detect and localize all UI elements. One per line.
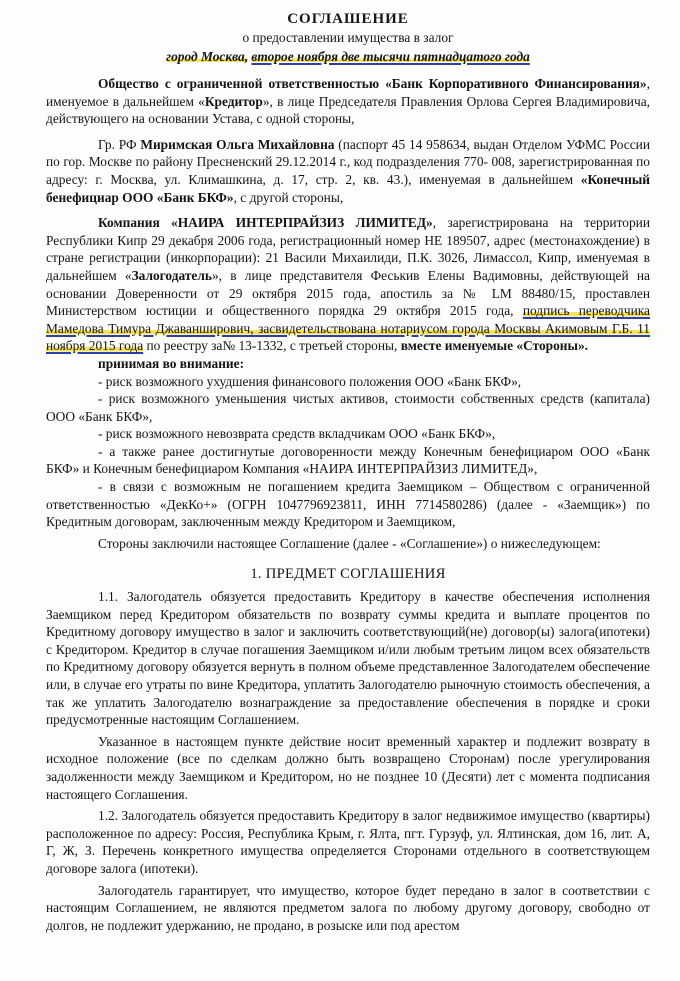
party-pledger	[46, 214, 650, 355]
party3-lead: Компания «НАИРА ИНТЕРПРАЙЗИЗ ЛИМИТЕД»	[98, 215, 433, 231]
city: город Москва,	[166, 49, 249, 64]
clause-1-2: 1.2. Залогодатель обязуется предоставить Кредитору в залог недвижимое имущество (квартиры) расположенное по адресу: Россия, Республика Крым, г. Ялта, пгт. Гурзуф, ул. Ялтинская, дом 16, лит. А, Г, Ж, З. Перечень конкретного имущества определяется Сторонами отдельного в соответствующем договоре залога (ипотеки).	[46, 808, 650, 876]
translator-signature-highlight: подпись переводчика Мамедова Тимура Джаванширович, засвидетельствована нотариусом города Москвы Акимовым Г.Б. 11 ноября 2015 года	[46, 303, 650, 354]
party1-mid: , именуемое в дальнейшем «	[46, 76, 650, 109]
party3-tail: вместе именуемые «Стороны».	[400, 338, 589, 354]
place-and-date	[46, 47, 650, 67]
party3-role: Залогодатель	[131, 267, 212, 283]
party2-name: Миримская Ольга Михайловна	[140, 136, 335, 152]
party2-tail: , с другой стороны,	[233, 189, 344, 205]
party2-lead: Гр. РФ	[98, 136, 141, 152]
attention-item: - в связи с возможным не погашением кредита Заемщиком – Обществом с ограниченной ответственностью «ДекКо+» (ОГРН 1047796923811, ИНН 7714580286) (далее - «Заемщик») по Кредитным договорам, заключенным между Кредитором и Заемщиком,	[46, 479, 650, 530]
attention-item: - а также ранее достигнутые договоренности между Конечным бенефициаром ООО «Банк БКФ» и Конечным бенефициаром Компания «НАИРА ИНТЕРПРАЙЗИЗ ЛИМИТЕД»,	[46, 443, 650, 477]
clause-1-1: 1.1. Залогодатель обязуется предоставить Кредитору в качестве обеспечения исполнения Заемщиком перед Кредитором обязательств по возврату суммы кредита и выплате процентов по Кредитному договору имущество в залог и заключить соответствующий(не) договор(ы) залога(ипотеки) с Кредитором. Кредитор в случае погашения Заемщиком и/или любым третьим лицом всех обязательств по Кредитному договору обязуется вернуть в полном объеме представленное Залогодателем обеспечение или, в случае его утраты по вине Кредитора, уплатить Залогодателю рыночную стоимость обеспечения, а так же уплатить Залогодателю вознаграждение за предоставление обеспечения в порядке и сроки предусмотренные настоящим Соглашением.	[46, 589, 650, 728]
attention-heading	[46, 355, 650, 373]
party1-role: Кредитор	[204, 93, 263, 109]
attention-heading-text: принимая во внимание:	[98, 355, 245, 371]
party2-role: «Конечный бенефициар ООО «Банк БКФ»	[46, 171, 650, 205]
attention-item: - риск возможного невозврата средств вкладчикам ООО «Банк БКФ»,	[98, 426, 496, 442]
attention-item: - риск возможного ухудшения финансового положения ООО «Банк БКФ»,	[98, 373, 522, 389]
party3-text2: », в лице представителя Феськив Елены Вадимовны, действующей на основании Доверенности от 29 октября 2015 года, апостиль за № LM 88480/15, проставлен Министерством юстиции и общественного порядка 29 октября 2015 года,	[46, 267, 650, 319]
section-heading: 1. ПРЕДМЕТ СОГЛАШЕНИЯ	[250, 566, 446, 583]
clause-1-1-note: Указанное в настоящем пункте действие носит временный характер и подлежит возврату в исходное положение (все по сделкам должно быть возвращено Сторонам) после урегулирования задолженности между Заемщиком и Кредитором, но не позднее 10 (Десяти) лет с момента подписания настоящего Соглашения.	[46, 733, 650, 802]
party-beneficiary	[46, 136, 650, 206]
document-title: СОГЛАШЕНИЕ	[287, 11, 409, 27]
party1-name: «Банк Корпоративного Финансирования»	[385, 76, 647, 91]
attention-closing: Стороны заключили настоящее Соглашение (далее - «Соглашение») о нижеследующем:	[98, 535, 601, 551]
date: второе ноября две тысячи пятнадцатого года	[251, 49, 530, 64]
attention-item: - риск возможного уменьшения чистых активов, стоимости собственных средств (капитала) ООО «Банк БКФ»,	[46, 391, 650, 424]
party-creditor	[46, 75, 650, 128]
party2-text: (паспорт 45 14 958634, выдан Отделом УФМС России по гор. Москве по району Пресненский 29.12.2014 г., код подразделения 770- 008, зарегистрированная по адресу: г. Москва, ул. Климашкина, д. 17, стр. 2, кв. 43.), именуемая в дальнейшем	[46, 136, 650, 187]
party3-text1: , зарегистрирована на территории Республики Кипр 29 декабря 2006 года, регистрационный номер НЕ 189507, адрес (местонахождение) в стране регистрации (инкорпорации): 21 Васили Михаилиди, П.К. 3026, Лимассол, Кипр, именуемая в дальнейшем «	[46, 215, 650, 283]
party1-lead: Общество с ограниченной ответственностью	[98, 76, 380, 91]
clause-1-2-guarantee: Залогодатель гарантирует, что имущество, которое будет передано в залог в соответствии с настоящим Соглашением, не являются предметом залога по любому другому договору, свободно от долгов, не подлежит удержанию, не продано, в розыске или под арестом	[46, 882, 650, 933]
document-subtitle: о предоставлении имущества в залог	[242, 30, 454, 45]
party1-tail: », в лице Председателя Правления Орлова Сергея Владимировича, действующего на основании Устава, с одной стороны,	[46, 93, 650, 127]
party3-text3: по реестру за№ 13-1332, с третьей стороны,	[143, 338, 401, 354]
